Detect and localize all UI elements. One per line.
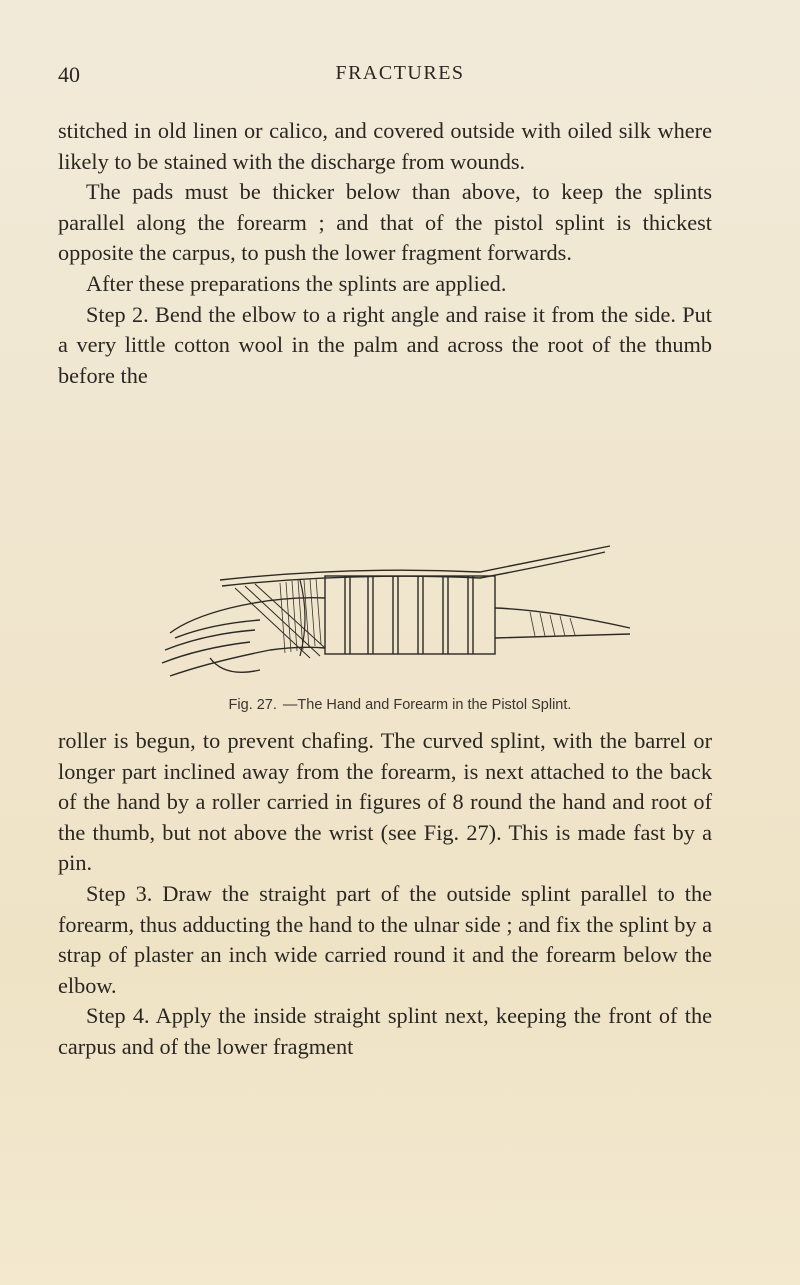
page-number: 40 xyxy=(58,62,80,87)
chapter-title: FRACTURES xyxy=(335,62,465,84)
paragraph: Step 3. Draw the straight part of the outside splint parallel to the forearm, thus adducting the hand to the ulnar side ; and fix the splint by a strap of plaster an inch wide carried round it and the forearm below the elbow. xyxy=(58,880,712,998)
figure-illustration xyxy=(150,538,650,688)
figure-caption xyxy=(0,697,800,713)
figure-caption-text: —The Hand and Forearm in the Pistol Splint. xyxy=(282,697,572,713)
figure-label: Fig. 27. xyxy=(228,697,277,713)
text-block-bottom xyxy=(58,726,712,1063)
thumb-outline xyxy=(210,658,260,672)
paragraph: The pads must be thicker below than above, to keep the splints parallel along the forearm ; and that of the pistol splint is thickest opposite the carpus, to push the lower fragment forwards. xyxy=(58,179,712,266)
paragraph: After these preparations the splints are applied. xyxy=(86,270,507,296)
paragraph: Step 4. Apply the inside straight splint next, keeping the front of the carpus and of the lower fragment xyxy=(58,1003,712,1059)
running-head xyxy=(58,62,742,92)
paragraph: Step 2. Bend the elbow to a right angle and raise it from the side. Put a very little cotton wool in the palm and across the root of the thumb before the xyxy=(58,301,712,388)
paragraph: roller is begun, to prevent chafing. The curved splint, with the barrel or longer part inclined away from the forearm, is next attached to the back of the hand by a roller carried in figures of 8 round the hand and root of the thumb, but not above the wrist (see Fig. 27). This is made fast by a pin. xyxy=(58,728,712,876)
paragraph: stitched in old linen or calico, and covered outside with oiled silk where likely to be stained with the discharge from wounds. xyxy=(58,118,712,174)
text-block-top xyxy=(58,116,712,391)
curved-splint-outline xyxy=(220,546,610,580)
pistol-splint-drawing xyxy=(150,538,650,688)
